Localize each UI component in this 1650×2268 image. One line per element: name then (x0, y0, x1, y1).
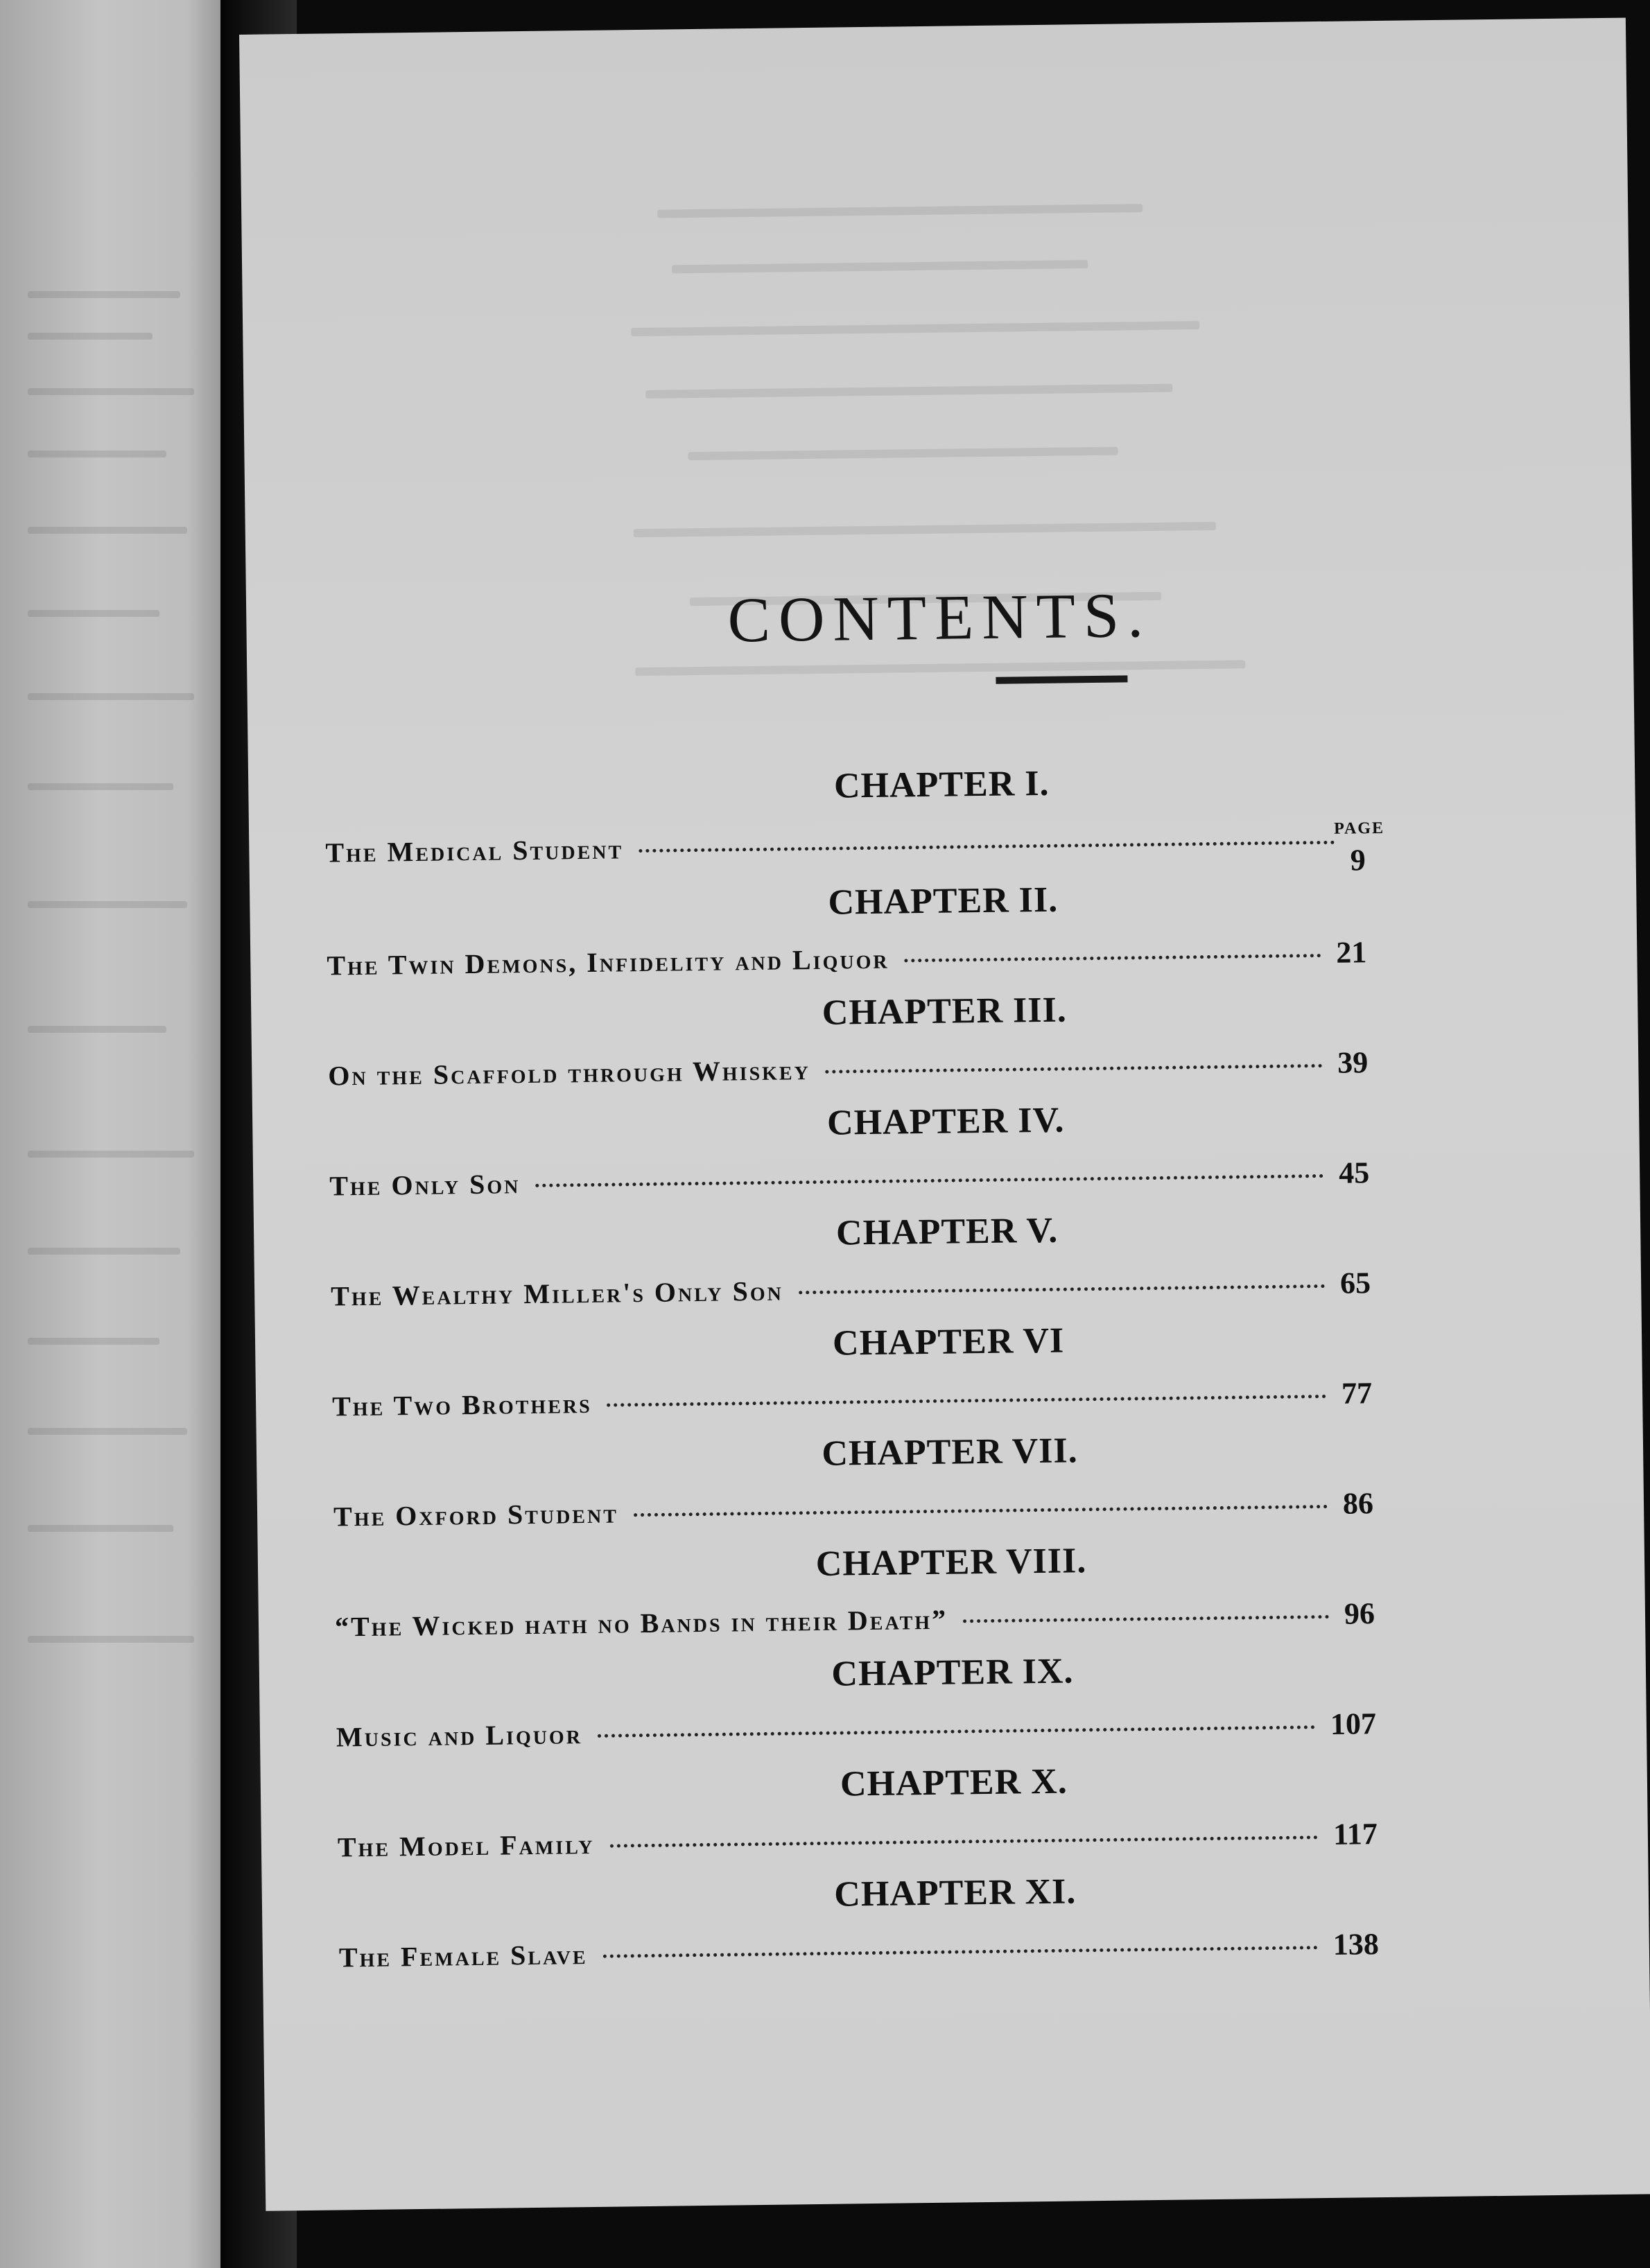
entry-title: Music and Liquor (336, 1718, 583, 1753)
page-number: 107 (1330, 1707, 1377, 1741)
facing-page-text-line (28, 610, 159, 617)
page-number: 117 (1332, 1817, 1378, 1851)
page-column-label: PAGE (1333, 819, 1385, 838)
page-number: 9 (1350, 843, 1366, 878)
facing-page-text-line (28, 1636, 194, 1643)
dot-leader (634, 1505, 1328, 1517)
chapter-heading: CHAPTER IX. (831, 1651, 1074, 1694)
dot-leader (598, 1725, 1315, 1738)
chapter-heading: CHAPTER VII. (822, 1431, 1079, 1474)
dot-leader (535, 1174, 1323, 1187)
dot-leader (963, 1615, 1329, 1623)
facing-page-text-line (28, 1338, 159, 1345)
entry-title: “The Wicked hath no Bands in their Death” (334, 1603, 948, 1643)
toc-entry[interactable] (327, 934, 1367, 982)
chapter-heading: CHAPTER VI (832, 1320, 1065, 1363)
entry-title: The Oxford Student (333, 1497, 619, 1533)
toc-entry[interactable] (332, 1375, 1373, 1423)
facing-page-text-line (28, 527, 187, 534)
entry-title: The Medical Student (325, 833, 624, 869)
entry-title: The Female Slave (338, 1939, 588, 1973)
facing-page-text-line (28, 388, 194, 395)
chapter-heading: CHAPTER VIII. (815, 1541, 1087, 1585)
page-number: 86 (1342, 1486, 1374, 1521)
entry-title: The Twin Demons, Infidelity and Liquor (327, 943, 889, 982)
toc-entry[interactable] (328, 1045, 1369, 1092)
entry-title: On the Scaffold through Whiskey (328, 1054, 811, 1092)
page-number: 138 (1332, 1927, 1380, 1962)
facing-page-text-line (28, 783, 173, 790)
toc-entry[interactable] (339, 1926, 1380, 1974)
page-number: 65 (1339, 1266, 1371, 1300)
dot-leader (639, 841, 1335, 853)
chapter-heading: CHAPTER X. (840, 1761, 1068, 1804)
chapter-heading: CHAPTER II. (828, 880, 1059, 923)
facing-page-text-line (28, 1525, 173, 1532)
facing-page-text-line (28, 291, 180, 298)
chapter-heading: CHAPTER I. (833, 763, 1050, 806)
entry-title: The Model Family (337, 1828, 595, 1863)
page-number: 45 (1338, 1155, 1370, 1190)
contents-page (239, 18, 1650, 2211)
toc-entry[interactable] (331, 1265, 1371, 1313)
facing-page (0, 0, 220, 2268)
toc-entry[interactable] (325, 821, 1366, 878)
page-number: 77 (1341, 1376, 1373, 1411)
page-number: 96 (1344, 1596, 1375, 1631)
facing-page-text-line (28, 1026, 166, 1033)
chapter-heading: CHAPTER IV. (826, 1100, 1065, 1143)
entry-title: The Two Brothers (331, 1387, 592, 1422)
dot-leader (607, 1395, 1326, 1407)
facing-page-text-line (28, 333, 153, 340)
dot-leader (905, 954, 1321, 962)
facing-page-text-line (28, 1428, 187, 1435)
facing-page-text-line (28, 693, 194, 700)
entry-title: The Wealthy Miller's Only Son (330, 1275, 784, 1312)
page-number: 39 (1337, 1045, 1369, 1080)
facing-page-text-line (28, 1248, 180, 1255)
facing-page-text-line (28, 901, 187, 908)
page-title: CONTENTS. (727, 579, 1152, 656)
chapter-heading: CHAPTER III. (822, 990, 1068, 1033)
toc-entry[interactable] (338, 1816, 1378, 1864)
chapter-heading: CHAPTER XI. (833, 1872, 1077, 1914)
entry-title: The Only Son (329, 1168, 521, 1202)
dot-leader (826, 1064, 1323, 1074)
toc-entry[interactable] (329, 1155, 1370, 1203)
dot-leader (799, 1284, 1325, 1294)
chapter-heading: CHAPTER V. (835, 1210, 1059, 1253)
dot-leader (603, 1946, 1318, 1958)
dot-leader (609, 1835, 1318, 1847)
facing-page-text-line (28, 1151, 194, 1158)
toc-entry[interactable] (335, 1596, 1375, 1643)
page-number: 21 (1335, 935, 1367, 970)
facing-page-text-line (28, 451, 166, 457)
toc-entry[interactable] (336, 1706, 1377, 1754)
toc-entry[interactable] (333, 1485, 1374, 1533)
